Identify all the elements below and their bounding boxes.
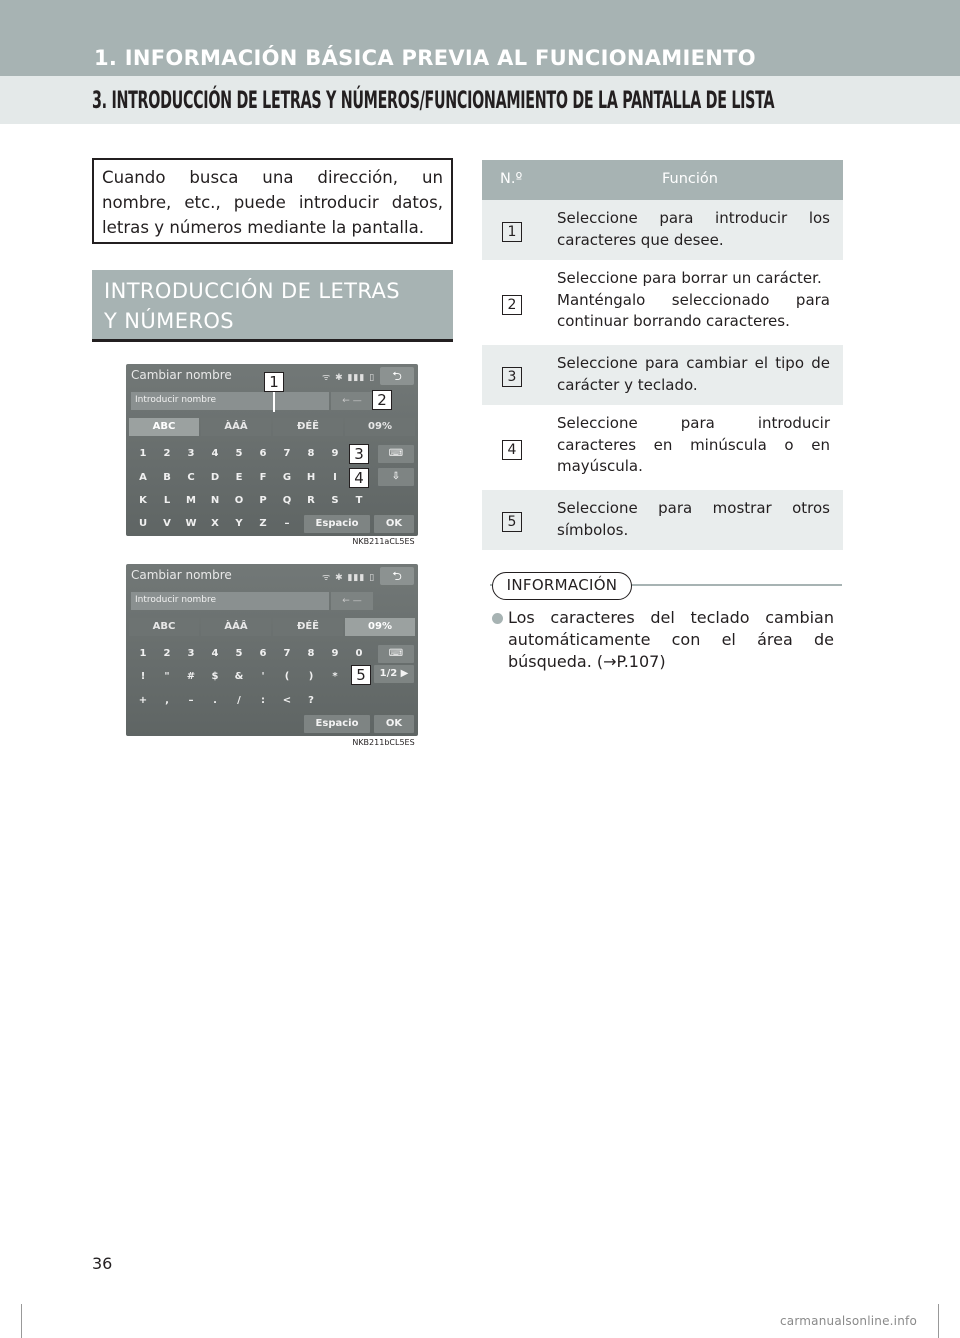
info-line: Los caracteres del teclado cambian bbox=[508, 608, 834, 627]
intro-line: Cuando busca una dirección, un bbox=[102, 168, 443, 187]
key[interactable]: A bbox=[139, 472, 147, 483]
key[interactable]: ) bbox=[308, 671, 314, 682]
key[interactable]: R bbox=[307, 495, 315, 506]
key[interactable]: 5 bbox=[235, 448, 243, 459]
row-line: Seleccione para borrar un carácter. bbox=[557, 269, 822, 287]
key[interactable]: 6 bbox=[259, 648, 267, 659]
row-text bbox=[557, 208, 830, 251]
key[interactable]: T bbox=[355, 495, 363, 506]
column-header-number: N.º bbox=[500, 171, 523, 187]
ok-button[interactable]: OK bbox=[374, 515, 414, 533]
row-line: símbolos. bbox=[557, 520, 629, 539]
row-line: caracteres que desee. bbox=[557, 230, 724, 249]
callout-5: 5 bbox=[351, 665, 371, 685]
row-line: continuar borrando caracteres. bbox=[557, 312, 790, 330]
table-row bbox=[482, 407, 843, 490]
tab-numbers-symbols[interactable]: 09% bbox=[345, 418, 415, 436]
name-input[interactable]: Introducir nombre bbox=[131, 592, 329, 610]
key[interactable]: 1 bbox=[139, 448, 147, 459]
column-header-function: Función bbox=[662, 171, 718, 187]
section-title: 3. INTRODUCCIÓN DE LETRAS Y NÚMEROS/FUNCIONAMIENTO DE LA PANTALLA DE LISTA bbox=[92, 86, 775, 114]
key[interactable]: F bbox=[259, 472, 267, 483]
key[interactable]: C bbox=[187, 472, 195, 483]
char-type-tabs bbox=[129, 418, 415, 436]
row-line: Seleccione para introducir bbox=[557, 414, 830, 432]
key[interactable]: 4 bbox=[211, 448, 219, 459]
section-heading-text bbox=[104, 276, 400, 336]
key[interactable]: 9 bbox=[331, 648, 339, 659]
key[interactable]: K bbox=[139, 495, 147, 506]
key[interactable]: X bbox=[211, 518, 219, 529]
status-icons: ᯤ ✱ ▮▮▮ ▯ bbox=[322, 373, 376, 383]
table-row bbox=[482, 200, 843, 262]
key[interactable]: * bbox=[332, 671, 338, 682]
key[interactable]: 5 bbox=[235, 648, 243, 659]
row-number: 5 bbox=[502, 512, 522, 532]
key[interactable]: 8 bbox=[307, 448, 315, 459]
page-key[interactable]: 1/2 ▶ bbox=[374, 665, 414, 683]
chapter-header bbox=[0, 0, 960, 76]
key[interactable]: Q bbox=[282, 495, 292, 506]
key[interactable]: 0 bbox=[355, 648, 363, 659]
key[interactable]: 7 bbox=[283, 448, 291, 459]
key[interactable]: Y bbox=[235, 518, 243, 529]
row-number: 3 bbox=[502, 367, 522, 387]
intro-box bbox=[92, 158, 453, 244]
tab-accented-e[interactable]: ĐÉÊ bbox=[273, 418, 343, 436]
key[interactable]: / bbox=[237, 695, 241, 706]
key[interactable]: 9 bbox=[331, 448, 339, 459]
callout-3: 3 bbox=[349, 444, 369, 464]
page-number: 36 bbox=[92, 1254, 113, 1273]
table-row bbox=[482, 490, 843, 552]
info-text bbox=[508, 607, 834, 673]
key[interactable]: 7 bbox=[283, 648, 291, 659]
row-line: Seleccione para cambiar el tipo de bbox=[557, 354, 830, 372]
space-key[interactable]: Espacio bbox=[304, 715, 370, 733]
key[interactable]: U bbox=[138, 518, 148, 529]
key[interactable]: + bbox=[138, 695, 148, 706]
table-header bbox=[482, 160, 843, 200]
key[interactable]: V bbox=[163, 518, 171, 529]
key[interactable]: E bbox=[235, 472, 243, 483]
figure-code: NKB211aCL5ES bbox=[349, 536, 418, 548]
info-heading: INFORMACIÓN bbox=[492, 572, 632, 600]
callout-2: 2 bbox=[372, 390, 392, 410]
row-text bbox=[557, 353, 830, 396]
key[interactable]: – bbox=[188, 695, 194, 706]
key[interactable]: # bbox=[186, 671, 196, 682]
section-header bbox=[0, 76, 960, 124]
key[interactable]: G bbox=[282, 472, 292, 483]
screenshot-keyboard-symbols bbox=[126, 564, 418, 736]
key[interactable]: ? bbox=[308, 695, 314, 706]
row-text bbox=[557, 268, 830, 333]
key[interactable]: , bbox=[165, 695, 169, 706]
callout-4: 4 bbox=[349, 468, 369, 488]
watermark: carmanualsonline.info bbox=[780, 1314, 917, 1328]
figure-code: NKB211bCL5ES bbox=[349, 737, 418, 748]
key[interactable]: M bbox=[186, 495, 196, 506]
row-text bbox=[557, 498, 830, 541]
table-row bbox=[482, 262, 843, 345]
bullet-icon bbox=[492, 613, 503, 624]
row-text bbox=[557, 413, 830, 478]
row-line: mayúscula. bbox=[557, 457, 643, 475]
function-table bbox=[482, 160, 843, 552]
tab-abc[interactable]: ABC bbox=[129, 618, 199, 636]
key[interactable]: ' bbox=[261, 671, 265, 682]
key[interactable]: : bbox=[261, 695, 265, 706]
key[interactable]: – bbox=[284, 518, 290, 529]
key[interactable]: W bbox=[185, 518, 197, 529]
keyboard-layout-key[interactable]: ⌨ bbox=[378, 645, 414, 663]
name-input[interactable]: Introducir nombre bbox=[131, 392, 329, 410]
chapter-title: 1. INFORMACIÓN BÁSICA PREVIA AL FUNCIONAMIENTO bbox=[94, 46, 756, 70]
key[interactable]: 4 bbox=[211, 648, 219, 659]
key[interactable]: ( bbox=[284, 671, 290, 682]
keyboard-layout-key[interactable]: ⌨ bbox=[378, 445, 414, 463]
key[interactable]: 1 bbox=[139, 648, 147, 659]
section-heading bbox=[92, 270, 453, 342]
row-number: 4 bbox=[502, 440, 522, 460]
back-button[interactable]: ⮌ bbox=[380, 367, 414, 385]
delete-button[interactable]: ← — bbox=[331, 392, 373, 410]
tab-abc[interactable]: ABC bbox=[129, 418, 199, 436]
key[interactable]: P bbox=[259, 495, 267, 506]
status-icons: ᯤ ✱ ▮▮▮ ▯ bbox=[322, 573, 376, 583]
back-button[interactable]: ⮌ bbox=[380, 567, 414, 585]
key[interactable]: L bbox=[163, 495, 171, 506]
key[interactable]: 2 bbox=[163, 648, 171, 659]
tab-accented-e[interactable]: ĐÉÊ bbox=[273, 618, 343, 636]
key[interactable]: 6 bbox=[259, 448, 267, 459]
info-line: búsqueda. (→P.107) bbox=[508, 652, 666, 671]
key[interactable]: & bbox=[234, 671, 244, 682]
key[interactable]: 3 bbox=[187, 448, 195, 459]
tab-accented-a[interactable]: ÀÁÂ bbox=[201, 418, 271, 436]
delete-button[interactable]: ← — bbox=[331, 592, 373, 610]
key[interactable]: $ bbox=[211, 671, 219, 682]
tab-numbers-symbols[interactable]: 09% bbox=[345, 618, 415, 636]
intro-line: letras y números mediante la pantalla. bbox=[102, 218, 425, 237]
key[interactable]: O bbox=[234, 495, 244, 506]
crop-mark bbox=[0, 1304, 22, 1338]
intro-line: nombre, etc., puede introducir datos, bbox=[102, 193, 443, 212]
row-line: Seleccione para introducir los bbox=[557, 209, 830, 227]
tab-accented-a[interactable]: ÀÁÂ bbox=[201, 618, 271, 636]
section-heading-line: Y NÚMEROS bbox=[104, 309, 235, 333]
key[interactable]: < bbox=[282, 695, 292, 706]
key[interactable]: " bbox=[164, 671, 170, 682]
screen-title: Cambiar nombre bbox=[131, 368, 232, 382]
key[interactable]: S bbox=[331, 495, 339, 506]
screen-title: Cambiar nombre bbox=[131, 568, 232, 582]
key[interactable]: I bbox=[333, 472, 337, 483]
row-number: 2 bbox=[502, 295, 522, 315]
char-type-tabs bbox=[129, 618, 415, 636]
key[interactable]: D bbox=[210, 472, 220, 483]
key[interactable]: Z bbox=[259, 518, 267, 529]
table-row bbox=[482, 345, 843, 407]
crop-mark bbox=[938, 1304, 960, 1338]
key[interactable]: B bbox=[163, 472, 171, 483]
row-line: Manténgalo seleccionado para bbox=[557, 290, 830, 309]
space-key[interactable]: Espacio bbox=[304, 515, 370, 533]
key[interactable]: N bbox=[210, 495, 220, 506]
callout-1: 1 bbox=[264, 372, 284, 392]
key[interactable]: 8 bbox=[307, 648, 315, 659]
shift-key[interactable]: ⇩ bbox=[378, 468, 414, 486]
row-line: Seleccione para mostrar otros bbox=[557, 499, 830, 517]
key[interactable]: H bbox=[306, 472, 316, 483]
ok-button[interactable]: OK bbox=[374, 715, 414, 733]
key[interactable]: ! bbox=[140, 671, 146, 682]
key[interactable]: 3 bbox=[187, 648, 195, 659]
row-number: 1 bbox=[502, 222, 522, 242]
info-line: automáticamente con el área de bbox=[508, 630, 834, 649]
row-line: carácter y teclado. bbox=[557, 375, 698, 394]
row-line: caracteres en minúscula o en bbox=[557, 435, 830, 454]
section-heading-line: INTRODUCCIÓN DE LETRAS bbox=[104, 279, 400, 303]
callout-leader bbox=[273, 392, 275, 412]
key[interactable]: . bbox=[213, 695, 217, 706]
key[interactable]: 2 bbox=[163, 448, 171, 459]
